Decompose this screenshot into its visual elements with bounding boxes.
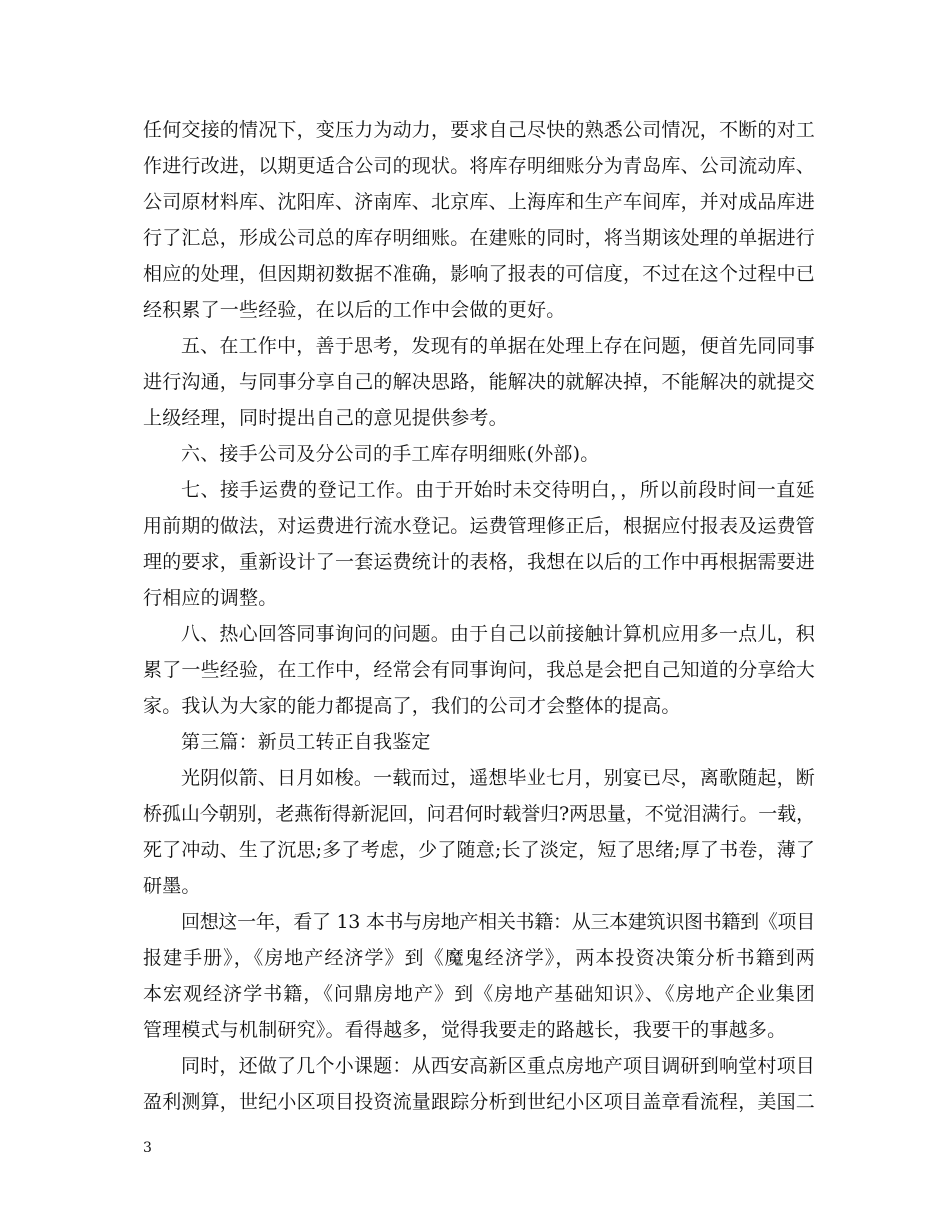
paragraph-line: 管理模式与机制研究》。看得越多，觉得我要走的路越长，我要干的事越多。 bbox=[143, 1019, 787, 1041]
paragraph-line: 累了一些经验，在工作中，经常会有同事询问，我总是会把自己知道的分享给大 bbox=[143, 659, 815, 681]
paragraph-line: 死了冲动、生了沉思;多了考虑，少了随意;长了淡定，短了思绪;厚了书卷，薄了 bbox=[143, 839, 815, 861]
paragraph-line: 行相应的调整。 bbox=[143, 587, 278, 609]
paragraph-line: 本宏观经济学书籍，《问鼎房地产》到《房地产基础知识》、《房地产企业集团 bbox=[143, 983, 816, 1005]
paragraph-line: 研墨。 bbox=[143, 875, 201, 897]
paragraph-line: 盈利测算，世纪小区项目投资流量跟踪分析到世纪小区项目盖章看流程，美国二 bbox=[143, 1091, 815, 1113]
paragraph-line: 进行沟通，与同事分享自己的解决思路，能解决的就解决掉，不能解决的就提交 bbox=[143, 371, 815, 393]
paragraph-first-line: 同时，还做了几个小课题：从西安高新区重点房地产项目调研到响堂村项目 bbox=[181, 1055, 816, 1077]
paragraph-line: 桥孤山今朝别，老燕衔得新泥回，问君何时载誉归?两思量，不觉泪满行。一载， bbox=[143, 803, 815, 825]
paragraph-line: 经积累了一些经验，在以后的工作中会做的更好。 bbox=[143, 299, 566, 321]
paragraph-first-line: 光阴似箭、日月如梭。一载而过，遥想毕业七月，别宴已尽，离歌随起，断 bbox=[181, 767, 816, 789]
document-body bbox=[143, 112, 815, 1120]
paragraph-line: 用前期的做法，对运费进行流水登记。运费管理修正后，根据应付报表及运费管 bbox=[143, 515, 815, 537]
paragraph-line: 家。我认为大家的能力都提高了，我们的公司才会整体的提高。 bbox=[143, 695, 681, 717]
paragraph-line: 相应的处理，但因期初数据不准确，影响了报表的可信度，不过在这个过程中已 bbox=[143, 263, 815, 285]
paragraph-first-line: 六、接手公司及分公司的手工库存明细账(外部)。 bbox=[181, 443, 600, 465]
page-number: 3 bbox=[143, 1140, 152, 1156]
paragraph-line: 任何交接的情况下，变压力为动力，要求自己尽快的熟悉公司情况，不断的对工 bbox=[143, 119, 815, 141]
paragraph-line: 公司原材料库、沈阳库、济南库、北京库、上海库和生产车间库，并对成品库进 bbox=[143, 191, 815, 213]
paragraph-line: 报建手册》，《房地产经济学》到《魔鬼经济学》，两本投资决策分析书籍到两 bbox=[143, 947, 816, 969]
paragraph-first-line: 七、接手运费的登记工作。由于开始时未交待明白，，所以前段时间一直延 bbox=[181, 479, 816, 501]
paragraph-first-line: 回想这一年，看了 13 本书与房地产相关书籍：从三本建筑识图书籍到《项目 bbox=[181, 911, 815, 933]
paragraph-line: 理的要求，重新设计了一套运费统计的表格，我想在以后的工作中再根据需要进 bbox=[143, 551, 815, 573]
paragraph-line: 行了汇总，形成公司总的库存明细账。在建账的同时，将当期该处理的单据进行 bbox=[143, 227, 815, 249]
paragraph-first-line: 八、热心回答同事询问的问题。由于自己以前接触计算机应用多一点儿，积 bbox=[181, 623, 816, 645]
paragraph-first-line: 第三篇：新员工转正自我鉴定 bbox=[181, 731, 431, 753]
paragraph-first-line: 五、在工作中，善于思考，发现有的单据在处理上存在问题，便首先同同事 bbox=[181, 335, 816, 357]
paragraph-line: 上级经理，同时提出自己的意见提供参考。 bbox=[143, 407, 508, 429]
paragraph-line: 作进行改进，以期更适合公司的现状。将库存明细账分为青岛库、公司流动库、 bbox=[143, 155, 815, 177]
